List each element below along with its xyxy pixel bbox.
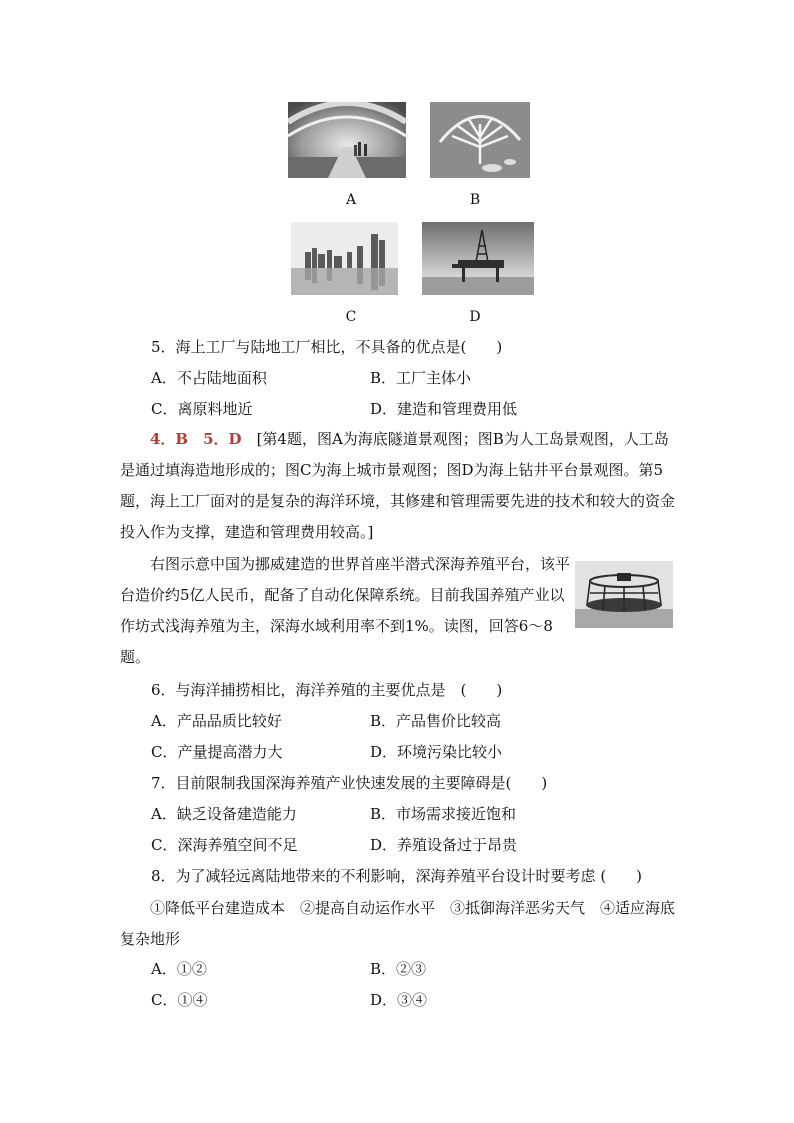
passage-text: 右图示意中国为挪威建造的世界首座半潜式深海养殖平台，该平台造价约5亿人民币，配备了自动化保障系统。目前我国养殖产业以作坊式浅海养殖为主，深海水域利用率不到1%。读图，回答6～8题。 xyxy=(120,555,571,666)
aquaculture-platform-image xyxy=(575,561,673,628)
q8-option-d: D．③④ xyxy=(370,991,428,1009)
caption-c: C xyxy=(345,309,357,325)
answer-text-4-5: [第4题，图A为海底隧道景观图；图B为人工岛景观图，人工岛是通过填海造地形成的；图C为海上城市景观图；图D为海上钻井平台景观图。第5题，海上工厂面对的是复杂的海洋环境，其修建和管理需要先进的技术和较大的资金投入作为支撑，建造和管理费用较高。] xyxy=(120,430,676,541)
drilling-platform-image xyxy=(422,222,534,295)
q5-option-a: A．不占陆地面积 xyxy=(151,369,267,387)
caption-d: D xyxy=(469,309,481,325)
q6-option-d: D．环境污染比较小 xyxy=(370,743,503,761)
q7-option-c: C．深海养殖空间不足 xyxy=(151,836,298,854)
q8-option-b: B．②③ xyxy=(370,960,427,978)
photo-a-undersea-tunnel xyxy=(288,102,406,178)
q6-option-c: C．产量提高潜力大 xyxy=(151,743,283,761)
answer-key-4-5: 4．B 5．D xyxy=(150,430,257,448)
sea-city-image xyxy=(291,222,398,295)
q5-option-c: C．离原料地近 xyxy=(151,400,253,418)
caption-a: A xyxy=(345,192,357,208)
q5-option-d: D．建造和管理费用低 xyxy=(370,400,518,418)
q6-option-a: A．产品品质比较好 xyxy=(151,712,282,730)
q6-option-b: B．产品售价比较高 xyxy=(370,712,502,730)
q7-option-b: B．市场需求接近饱和 xyxy=(370,805,517,823)
q7-option-d: D．养殖设备过于昂贵 xyxy=(370,836,518,854)
q7-option-a: A．缺乏设备建造能力 xyxy=(151,805,297,823)
q8-option-c: C．①④ xyxy=(151,991,208,1009)
q8-statements: ①降低平台建造成本 ②提高自动运作水平 ③抵御海洋恶劣天气 ④适应海底复杂地形 xyxy=(120,899,676,948)
reading-passage-6-8 xyxy=(120,549,572,673)
question-8-stem: 8．为了减轻远离陆地带来的不利影响，深海养殖平台设计时要考虑 ( ) xyxy=(151,867,643,885)
deep-sea-aquaculture-platform-photo xyxy=(575,561,673,628)
photo-d-drilling-platform xyxy=(422,222,534,295)
question-5-stem: 5．海上工厂与陆地工厂相比，不具备的优点是( ) xyxy=(151,338,503,356)
answer-explanation-4-5 xyxy=(120,424,676,548)
question-6-stem: 6．与海洋捕捞相比，海洋养殖的主要优点是 ( ) xyxy=(151,681,503,699)
undersea-tunnel-image xyxy=(288,102,406,178)
photo-b-artificial-island xyxy=(430,102,530,178)
q8-choices-text xyxy=(120,893,676,955)
question-7-stem: 7．目前限制我国深海养殖产业快速发展的主要障碍是( ) xyxy=(151,774,548,792)
palm-island-image xyxy=(430,102,530,178)
caption-b: B xyxy=(469,192,481,208)
q8-option-a: A．①② xyxy=(151,960,207,978)
photo-c-sea-city xyxy=(291,222,398,295)
q5-option-b: B．工厂主体小 xyxy=(370,369,472,387)
